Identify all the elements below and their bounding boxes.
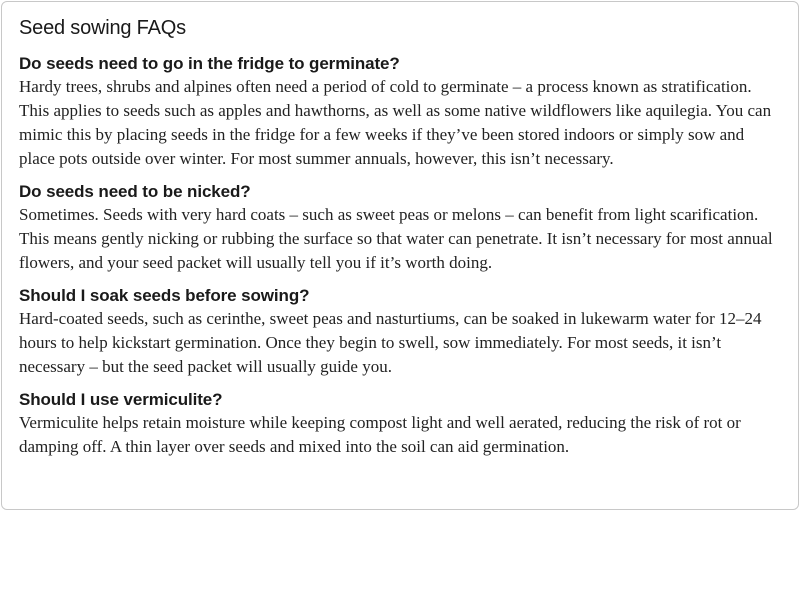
faq-item [19,389,781,459]
faq-question: Should I use vermiculite? [19,390,223,409]
faq-answer: Vermiculite helps retain moisture while keeping compost light and well aerated, reducing the risk of rot or damping off. A thin layer over seeds and mixed into the soil can aid germination. [19,413,741,456]
faq-question: Do seeds need to be nicked? [19,182,251,201]
faq-answer: Hardy trees, shrubs and alpines often need a period of cold to germinate – a process known as stratification. This applies to seeds such as apples and hawthorns, as well as some native wildflowers like aquilegia. You can mimic this by placing seeds in the fridge for a few weeks if they’ve been stored indoors or simply sow and place pots outside over winter. For most summer annuals, however, this isn’t necessary. [19,77,772,168]
faq-question: Should I soak seeds before sowing? [19,286,310,305]
faq-item [19,285,781,379]
faq-item [19,181,781,275]
faq-answer: Sometimes. Seeds with very hard coats – such as sweet peas or melons – can benefit from light scarification. This means gently nicking or rubbing the surface so that water can penetrate. It isn’t necessary for most annual flowers, and your seed packet will usually tell you if it’s worth doing. [19,205,773,272]
faq-item [19,53,781,171]
faq-list [19,53,781,459]
faq-answer: Hard-coated seeds, such as cerinthe, sweet peas and nasturtiums, can be soaked in lukewarm water for 12–24 hours to help kickstart germination. Once they begin to swell, sow immediately. For most seeds, it isn’t necessary – but the seed packet will usually guide you. [19,309,762,376]
faq-title: Seed sowing FAQs [19,17,186,39]
faq-question: Do seeds need to go in the fridge to germinate? [19,54,400,73]
faq-card [1,1,799,510]
